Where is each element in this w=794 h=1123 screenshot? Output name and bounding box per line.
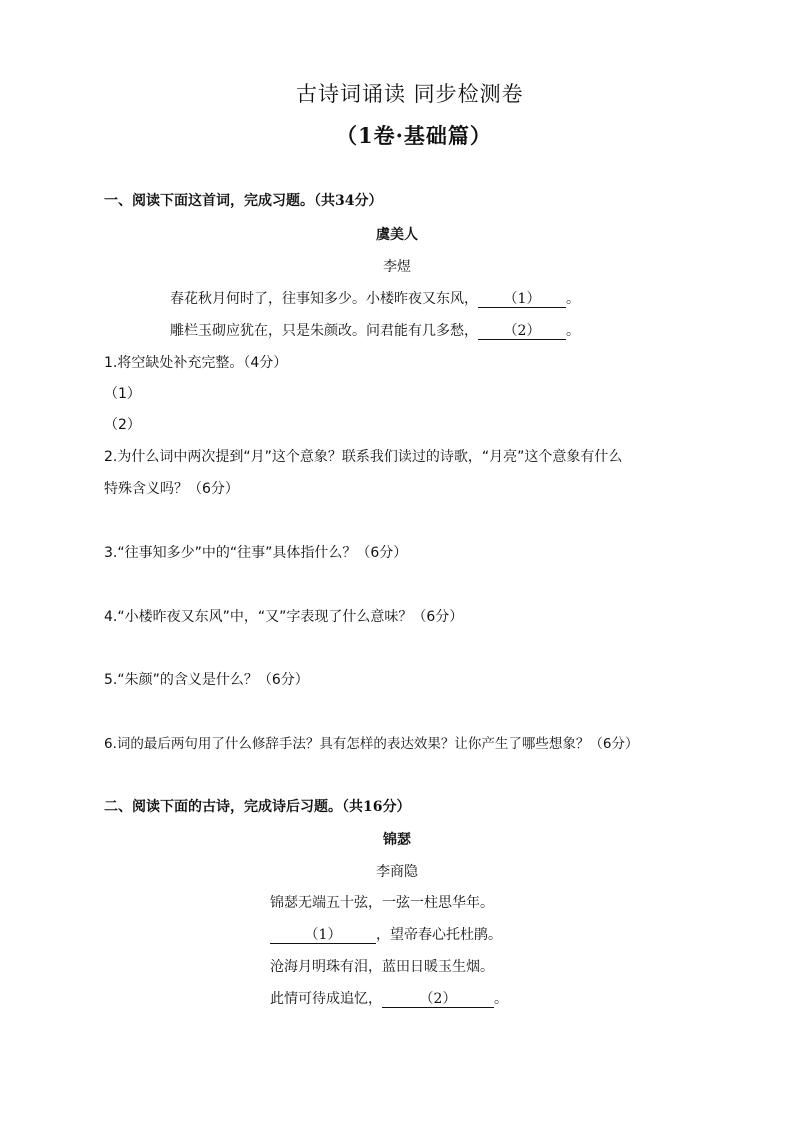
question-5: 5.“朱颜”的含义是什么？（6分）	[104, 672, 309, 688]
page-title: 古诗词诵读 同步检测卷	[296, 82, 524, 106]
question-6: 6.词的最后两句用了什么修辞手法？具有怎样的表达效果？让你产生了哪些想象？（6分）	[104, 736, 639, 752]
answer-label-2: （2）	[104, 417, 141, 433]
page-subtitle: （1卷·基础篇）	[336, 123, 492, 148]
section2-poem-title: 锦瑟	[383, 832, 411, 848]
poem-line-end: 。	[566, 291, 580, 307]
poem-line-end: 。	[494, 991, 508, 1007]
fill-blank-2: （2）	[382, 991, 494, 1008]
poem-line-text: 雕栏玉砌应犹在，只是朱颜改。问君能有几多愁，	[170, 323, 478, 339]
poem-line-text: 春花秋月何时了，往事知多少。小楼昨夜又东风，	[170, 291, 478, 307]
section2-heading: 二、阅读下面的古诗，完成诗后习题。（共16分）	[104, 799, 411, 815]
poem-line-text: 此情可待成追忆，	[270, 991, 382, 1007]
section2-poem-line-2	[270, 924, 502, 944]
question-3: 3.“往事知多少”中的“往事”具体指什么？（6分）	[104, 545, 408, 561]
question-2-line-2: 特殊含义吗？（6分）	[104, 481, 239, 497]
section2-poem-line-1: 锦瑟无端五十弦，一弦一柱思华年。	[270, 895, 494, 911]
section1-poem-author: 李煜	[383, 259, 411, 275]
question-4: 4.“小楼昨夜又东风”中，“又”字表现了什么意味？（6分）	[104, 609, 464, 625]
section1-heading: 一、阅读下面这首词，完成习题。（共34分）	[104, 193, 383, 209]
poem-line-text: ，望帝春心托杜鹃。	[376, 927, 502, 943]
fill-blank-1: （1）	[270, 927, 376, 944]
section1-poem-line-2	[170, 320, 580, 340]
question-2-line-1: 2.为什么词中两次提到“月”这个意象？联系我们读过的诗歌，“月亮”这个意象有什么	[104, 449, 623, 465]
fill-blank-2: （2）	[478, 323, 566, 340]
section2-poem-line-4	[270, 988, 508, 1008]
fill-blank-1: （1）	[478, 291, 566, 308]
answer-label-1: （1）	[104, 386, 141, 402]
question-1: 1.将空缺处补充完整。（4分）	[104, 355, 288, 371]
section2-poem-line-3: 沧海月明珠有泪，蓝田日暖玉生烟。	[270, 959, 494, 975]
poem-line-end: 。	[566, 323, 580, 339]
section1-poem-title: 虞美人	[376, 227, 418, 243]
section1-poem-line-1	[170, 288, 580, 308]
section2-poem-author: 李商隐	[376, 864, 418, 880]
